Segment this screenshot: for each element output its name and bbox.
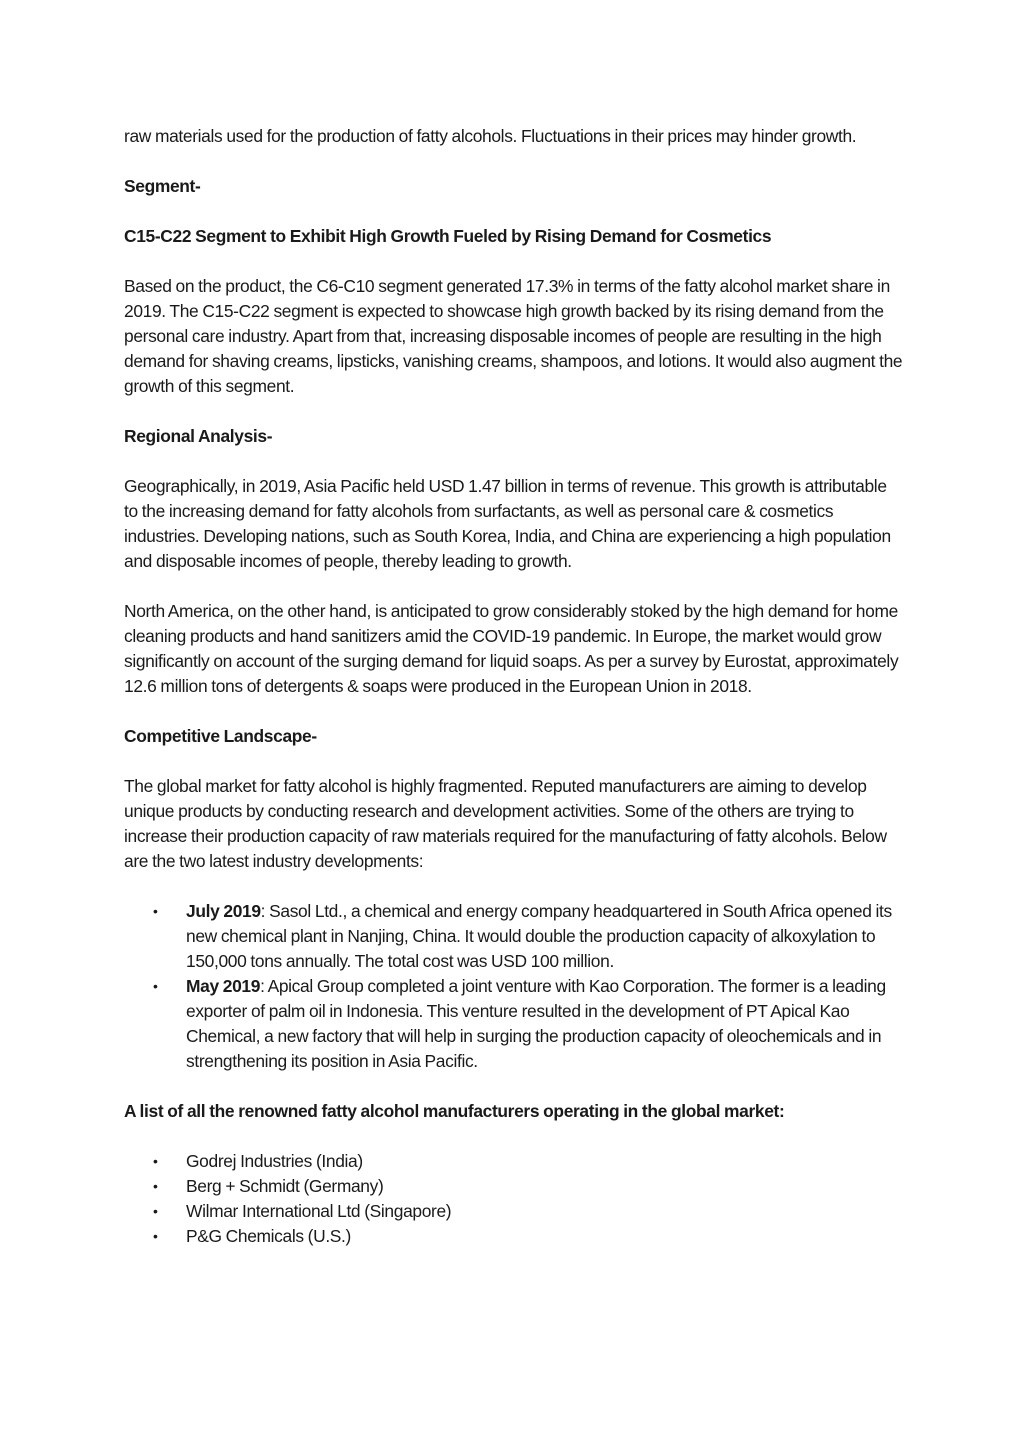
- list-item-manufacturer: [124, 1149, 904, 1174]
- development-text: : Sasol Ltd., a chemical and energy company headquartered in South Africa opened its new chemical plant in Nanjing, China. It would double the production capacity of alkoxylation to 150,000 tons annually. The total cost was USD 100 million.: [186, 901, 892, 971]
- list-item-manufacturer: [124, 1224, 904, 1249]
- list-item-development: [124, 974, 904, 1074]
- development-date: July 2019: [186, 901, 261, 921]
- segment-subheading: C15-C22 Segment to Exhibit High Growth Fueled by Rising Demand for Cosmetics: [124, 226, 772, 246]
- regional-paragraph-north-america-europe: North America, on the other hand, is anticipated to grow considerably stoked by the high demand for home cleaning products and hand sanitizers amid the COVID-19 pandemic. In Europe, the market would grow significantly on account of the surging demand for liquid soaps. As per a survey by Eurostat, approximately 12.6 million tons of detergents & soaps were produced in the European Union in 2018.: [124, 601, 899, 696]
- bullet-icon: •: [153, 1178, 158, 1194]
- manufacturer-name: Wilmar International Ltd (Singapore): [186, 1201, 452, 1221]
- competitive-landscape-heading: Competitive Landscape-: [124, 726, 317, 746]
- manufacturer-name: P&G Chemicals (U.S.): [186, 1226, 351, 1246]
- bullet-icon: •: [153, 1153, 158, 1169]
- bullet-icon: •: [153, 1228, 158, 1244]
- development-date: May 2019: [186, 976, 261, 996]
- bullet-icon: •: [153, 978, 158, 994]
- regional-analysis-heading: Regional Analysis-: [124, 426, 273, 446]
- development-text: : Apical Group completed a joint venture with Kao Corporation. The former is a leading exporter of palm oil in Indonesia. This venture resulted in the development of PT Apical Kao Chemical, a new factory that will help in surging the production capacity of oleochemicals and in strengthening its position in Asia Pacific.: [186, 976, 886, 1071]
- manufacturer-name: Godrej Industries (India): [186, 1151, 363, 1171]
- segment-heading: Segment-: [124, 176, 201, 196]
- list-item-manufacturer: [124, 1199, 904, 1224]
- list-item-manufacturer: [124, 1174, 904, 1199]
- list-item-development: [124, 899, 904, 974]
- segment-paragraph: Based on the product, the C6-C10 segment generated 17.3% in terms of the fatty alcohol market share in 2019. The C15-C22 segment is expected to showcase high growth backed by its rising demand from the personal care industry. Apart from that, increasing disposable incomes of people are resulting in the high demand for shaving creams, lipsticks, vanishing creams, shampoos, and lotions. It would also augment the growth of this segment.: [124, 276, 903, 396]
- regional-paragraph-asia-pacific: Geographically, in 2019, Asia Pacific held USD 1.47 billion in terms of revenue. This growth is attributable to the increasing demand for fatty alcohols from surfactants, as well as personal care & cosmetics industries. Developing nations, such as South Korea, India, and China are experiencing a high population and disposable incomes of people, thereby leading to growth.: [124, 476, 891, 571]
- competitive-paragraph: The global market for fatty alcohol is highly fragmented. Reputed manufacturers are aiming to develop unique products by conducting research and development activities. Some of the others are trying to increase their production capacity of raw materials required for the manufacturing of fatty alcohols. Below are the two latest industry developments:: [124, 776, 887, 871]
- industry-developments-list: [124, 899, 904, 1074]
- manufacturers-heading: A list of all the renowned fatty alcohol manufacturers operating in the global market:: [124, 1101, 785, 1121]
- intro-continuation-paragraph: raw materials used for the production of fatty alcohols. Fluctuations in their prices may hinder growth.: [124, 126, 857, 146]
- bullet-icon: •: [153, 903, 158, 919]
- manufacturer-name: Berg + Schmidt (Germany): [186, 1176, 384, 1196]
- manufacturers-list: [124, 1149, 904, 1249]
- document-page: [124, 124, 904, 1274]
- bullet-icon: •: [153, 1203, 158, 1219]
